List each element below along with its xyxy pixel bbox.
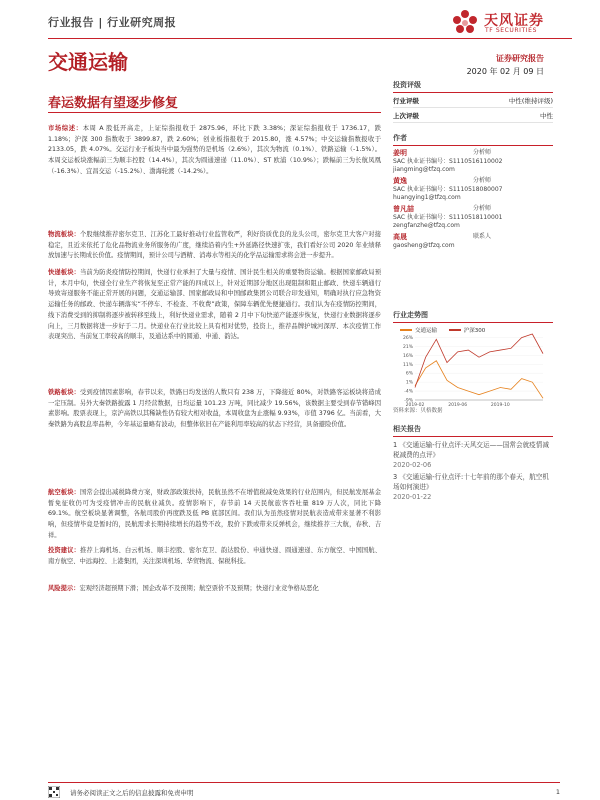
chart-source: 资料来源：贝格数据 [393, 408, 443, 414]
footer-disclaimer: 请务必阅读正文之后的信息披露和免责申明 [70, 789, 194, 797]
related-heading: 相关报告 [393, 424, 553, 437]
related-item-date: 2020-01-22 [393, 493, 432, 501]
report-title: 春运数据有望逐步修复 [48, 96, 179, 111]
related-item-text[interactable]: 3 《交通运输-行业点评:十七年前的那个春天，航空机场如何演进》 [393, 473, 549, 491]
paragraph-lead: 铁路板块： [48, 389, 80, 396]
related-item[interactable] [393, 472, 553, 502]
author-name: 姜明 [393, 149, 407, 157]
related-item-date: 2020-02-06 [393, 461, 432, 469]
author-role: 分析师 [473, 149, 492, 156]
legend-label: 交通运输 [415, 328, 438, 334]
paragraph-aviation [48, 488, 381, 542]
author-sac: SAC 执业证书编号：S1110516110002 [393, 158, 503, 165]
paragraph-text: 个股继续推荐密尔克卫、江苏化工最好推动行业监管收严，利好资质优良的龙头公司，密尔克卫大客户对接稳定，且近来依托了危化品物流业务所服务的广度，继续沿着内生+外延路径快速扩张，我们看好公司 2020 年业绩释放加速与长期成长价值。疫情期间，预计公司与酒精、消毒水等相关的化学品运输需求将会进一步提升。 [48, 231, 382, 260]
page-header [28, 8, 572, 36]
logo-mark-icon [450, 8, 480, 38]
rating-value: 中性 [540, 112, 553, 120]
page-number: 1 [555, 788, 560, 796]
related-item[interactable] [393, 440, 553, 470]
report-type: 证券研究报告 [496, 54, 544, 63]
y-tick-label: 6% [405, 371, 413, 377]
x-tick-label: 2019-10 [490, 403, 510, 408]
paragraph-text: 当前为防炎疫情防控期间，快递行业承担了大量与疫情、国计民生相关的重要物资运输。根据国家邮政局预计，本月中旬，快递全行业生产将恢复至正常产能的四成以上，针对近期部分地区出现阻制和阻止邮政、快递车辆通行导致寄递服务不能正常开展的问题，交通运输部、国家邮政局和中国邮政集团公司联合印发通知，明确对执行应急物资运输任务的邮政、快递车辆落实“不停车、不检查、不收费”政策，保障车辆优先便捷通行。我们认为在疫情防控期间，线下消费受到的抑制将逐步被转移至线上，利好快递业需求，随着 2 月中下旬快递产能逐步恢复，快递行业数据将逐步向上，三月数据将进一步好于二月。快递业在行业比较上具有相对优势，投资上，推荐品牌护城河深厚、本次疫情工作表现突出、当前复工率较高的顺丰，及通达系中的圆通、申通、韵达。 [48, 269, 382, 341]
paragraph-text: 受到疫情因素影响，春节以来，铁路日均发送的人数只有 238 万，下降接近 80%，对铁路客运板块将造成一定压制。另外大秦铁路披露 1 月经营数据，日均运量 101.23 万吨，同比减少 19.56%，该数据主要受到春节错峰因素影响。股票表现上，京沪高铁以其稀缺性仍有较大相对收益，本周收盘为止涨幅 9.93%，市值 3796 亿。当前看，大秦铁路为高股息率品种，今年基运量略有波动，但整体依旧在产能利用率较高的状态下经营，具备避险价值。 [48, 389, 382, 429]
author-role: 分析师 [473, 205, 492, 212]
author-entry [393, 205, 553, 230]
page-footer [48, 786, 560, 798]
paragraph-text: 推荐上海机场、白云机场、顺丰控股、密尔克卫、韵达股份、申通快递、圆通速递、东方航空、中国国航、南方航空、中远海控、上港集团，关注深圳机场、华贸物流、保税科技。 [48, 547, 382, 565]
report-date: 2020 年 02 月 09 日 [466, 67, 544, 76]
author-role: 联系人 [473, 233, 492, 240]
chart-title: 行业走势图 [393, 310, 553, 323]
paragraph-text: 宏观经济超预期下滑；国企改革不及预期；航空票价不及预期；快递行业竞争格局恶化 [79, 585, 319, 592]
industry-title: 交通运输 [48, 50, 128, 74]
author-email[interactable]: zengfanzhe@tfzq.com [393, 222, 460, 229]
rating-heading: 投资评级 [393, 80, 553, 93]
author-name: 黄逸 [393, 177, 407, 185]
qr-code-icon [48, 786, 60, 798]
rating-key: 行业评级 [393, 97, 419, 105]
x-tick-label: 2019-06 [448, 403, 468, 408]
author-entry [393, 233, 553, 250]
author-role: 分析师 [473, 177, 492, 184]
paragraph-text: 本周 A 股低开高走，上证综指报收于 2875.96，环比下跌 3.38%；深证综指报收于 1736.17，跌 1.18%；沪深 300 指数收于 3899.87，跌 2.60%；创业板指报收于 2015.80，涨 4.57%；中交运输指数报收于 2133.05，跌 4.07%。交运行业子板块当中最为强势的是机场（2.6%），其次为物流（0.1%）、铁路运输（-1.5%）。本周交运板块涨幅前三为顺丰控股（14.4%），其次为圆通速递（11.0%）、ST 欧浦（10.9%）；跌幅前三为长航凤凰（-16.3%）、宜昌交运（-15.2%）、渤海轮渡（-14.2%）。 [48, 125, 381, 175]
y-tick-label: 21% [402, 344, 413, 350]
title-divider [48, 112, 381, 113]
sidebar [393, 80, 553, 250]
report-category: 行业报告 | 行业研究周报 [48, 16, 177, 29]
author-email[interactable]: gaosheng@tfzq.com [393, 242, 455, 249]
author-email[interactable]: huangying1@tfzq.com [393, 194, 461, 201]
paragraph-railway [48, 388, 381, 431]
paragraph-lead: 快递板块： [48, 269, 81, 276]
author-entry [393, 177, 553, 202]
paragraph-lead: 投资建议： [48, 547, 81, 554]
y-tick-label: 16% [402, 353, 413, 359]
header-divider [48, 38, 572, 39]
author-sac: SAC 执业证书编号：S1110518110001 [393, 214, 503, 221]
y-tick-label: -4% [404, 389, 413, 395]
x-tick-label: 2019-02 [405, 403, 425, 408]
y-tick-label: 11% [402, 362, 413, 368]
industry-trend-chart [393, 320, 553, 415]
rating-key: 上次评级 [393, 112, 419, 120]
company-logo [450, 8, 568, 38]
rating-row [393, 111, 553, 123]
related-reports [393, 440, 553, 502]
paragraph-lead: 市场综述： [48, 125, 83, 132]
author-sac: SAC 执业证书编号：S1110518080007 [393, 186, 503, 193]
author-email[interactable]: jiangming@tfzq.com [393, 166, 455, 173]
paragraph-lead: 风险提示： [48, 585, 80, 592]
paragraph-risk [48, 584, 381, 595]
author-name: 高晟 [393, 233, 407, 241]
logo-text-en: TF SECURITIES [485, 27, 537, 34]
legend-label: 沪深300 [463, 328, 486, 334]
author-name: 曾凡喆 [393, 205, 414, 213]
paragraph-market-summary [48, 124, 381, 178]
rating-value: 中性(维持评级) [508, 97, 553, 105]
y-tick-label: -9% [404, 398, 413, 404]
paragraph-logistics [48, 230, 381, 262]
paragraph-investment [48, 546, 381, 567]
paragraph-lead: 物流板块： [48, 231, 81, 238]
series-line-0 [415, 361, 543, 398]
paragraph-express [48, 268, 381, 343]
logo-text-cn: 天风证券 [484, 13, 544, 29]
author-heading: 作者 [393, 133, 553, 146]
paragraph-text: 国常会提出减税降费方案，财政部政策扶持，民航虽然不在增值税减免效果的行业范围内，但民航发展基金暂免征收仍可为受疫情冲击的民航业减负。疫情影响下，春节前 14 天民航旅客吞吐量 819 万人次，同比下降 69.1%。航空板块显著调整，各航司股价再度跌及低 PB 底部区间。我们认为虽然疫情对民航表造成带来显著不利影响，但疫情毕竟是暂时的，民航需求长期持续增长的趋势不改，股价下跌或带来反弹机会，继续推荐三大航，春秋、吉祥。 [48, 489, 382, 539]
y-tick-label: 1% [405, 380, 413, 386]
related-item-text[interactable]: 1 《交通运输-行业点评:天风交运——国常会就疫情减税减费的点评》 [393, 441, 549, 459]
footer-divider [48, 782, 560, 783]
y-tick-label: 26% [402, 336, 413, 342]
paragraph-lead: 航空板块： [48, 489, 81, 496]
rating-row [393, 96, 553, 108]
author-entry [393, 149, 553, 174]
